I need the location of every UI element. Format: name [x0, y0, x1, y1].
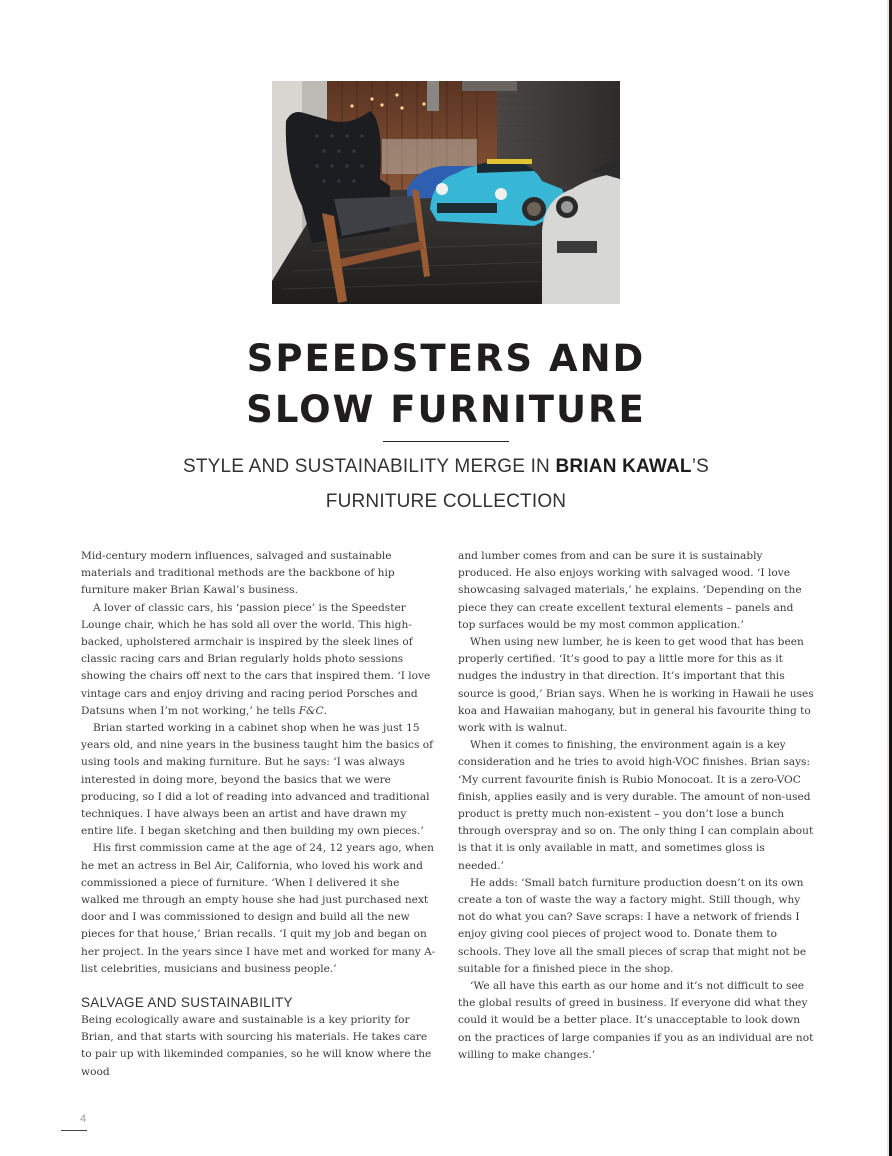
- body-paragraph: ‘We all have this earth as our home and it’s not difficult to see the global results of greed in business. If everyone did what they could it would be a better place. It’s unacceptable to look down on the practices of large companies if you as an individual are not willing to make changes.’: [458, 980, 814, 1061]
- article-title-line-1: SPEEDSTERS AND: [246, 337, 646, 380]
- title-divider: [383, 441, 509, 442]
- body-paragraph: A lover of classic cars, his ‘passion piece’ is the Speedster Lounge chair, which he has sold all over the world. This high-backed, upholstered armchair is inspired by the sleek lines of classic racing cars and Brian regularly holds photo sessions showing the chairs off next to the cars that inspired them. ‘I love vintage cars and enjoy driving and racing period Porsches and Datsuns when I’m not working,’ he tells F&C.: [81, 601, 431, 717]
- magazine-abbrev: F&C: [298, 704, 324, 717]
- body-paragraph: When it comes to finishing, the environment again is a key consideration and he tries to avoid high-VOC finishes. Brian says: ‘My current favourite finish is Rubio Monocoat. It is a zero-VOC finish, applies easily and is very durable. The amount of non-used product is pretty much non-existent – you don’t lose a bunch through overspray and so on. The only thing I can complain about is that it is only available in matt, and sometimes gloss is needed.’: [458, 739, 814, 872]
- page-number: 4: [80, 1113, 87, 1125]
- subtitle-name: BRIAN KAWAL: [555, 456, 692, 477]
- body-paragraph: Brian started working in a cabinet shop when he was just 15 years old, and nine years in the business taught him the basics of using tools and making furniture. But he says: ‘I was always interested in doing more, beyond the basics that we were producing, so I did a lot of reading into advanced and traditional techniques. I have always been an artist and have drawn my entire life. I began sketching and then building my own pieces.’: [81, 722, 434, 838]
- body-paragraph: His first commission came at the age of 24, 12 years ago, when he met an actress in Bel Air, California, who loved his work and commissioned a piece of furniture. ‘When I delivered it she walked me through an empty house she had just purchased next door and I was commissioned to design and build all the new pieces for that house,’ Brian recalls. ‘I quit my job and began on her project. In the years since I have met and worked for many A-list celebrities, musicians and business people.’: [81, 842, 436, 975]
- subtitle-text: STYLE AND SUSTAINABILITY MERGE IN: [182, 456, 556, 477]
- article-title-line-2: SLOW FURNITURE: [246, 388, 646, 431]
- body-paragraph: Being ecologically aware and sustainable is a key priority for Brian, and that starts with sourcing his materials. He takes care to pair up with likeminded companies, so he will know where the wood: [81, 1014, 432, 1078]
- body-paragraph: and lumber comes from and can be sure it is sustainably produced. He also enjoys working with salvaged wood. ‘I love showcasing salvaged materials,’ he explains. ‘Depending on the piece they can create excellent textural elements – panels and top surfaces would be my most common application.’: [458, 550, 802, 631]
- article-subtitle-line-1: [0, 456, 892, 478]
- subtitle-possessive: ’S: [691, 456, 709, 477]
- body-column-right: [458, 548, 814, 1064]
- body-paragraph: Mid-century modern influences, salvaged and sustainable materials and traditional methods are the backbone of hip furniture maker Brian Kawal’s business.: [81, 550, 395, 597]
- article-subtitle-line-2: FURNITURE COLLECTION: [325, 491, 567, 512]
- section-heading: SALVAGE AND SUSTAINABILITY: [81, 995, 293, 1011]
- body-paragraph: When using new lumber, he is keen to get wood that has been properly certified. ‘It’s good to pay a little more for this as it nudges the industry in that direction. It’s important that this source is good,’ Brian says. When he is working in Hawaii he uses koa and Hawaiian mahogany, but in general his favourite thing to work with is walnut.: [458, 636, 814, 735]
- page-number-rule: [61, 1130, 87, 1131]
- hero-photo: [272, 81, 620, 304]
- body-paragraph: He adds: ‘Small batch furniture production doesn’t on its own create a ton of waste the way a factory might. Still though, why not do what you can? Save scraps: I have a network of friends I enjoy giving cool pieces of project wood to. Donate them to schools. They love all the small pieces of scrap that might not be suitable for a finished piece in the shop.: [458, 876, 807, 975]
- body-column-left: [81, 548, 439, 1081]
- paragraph-text: A lover of classic cars, his ‘passion piece’ is the Speedster Lounge chair, which he has sold all over the world. This high-backed, upholstered armchair is inspired by the sleek lines of classic racing cars and Brian regularly holds photo sessions showing the chairs off next to the cars that inspired them. ‘I love vintage cars and enjoy driving and racing period Porsches and Datsuns when I’m not working,’ he tells: [81, 601, 431, 717]
